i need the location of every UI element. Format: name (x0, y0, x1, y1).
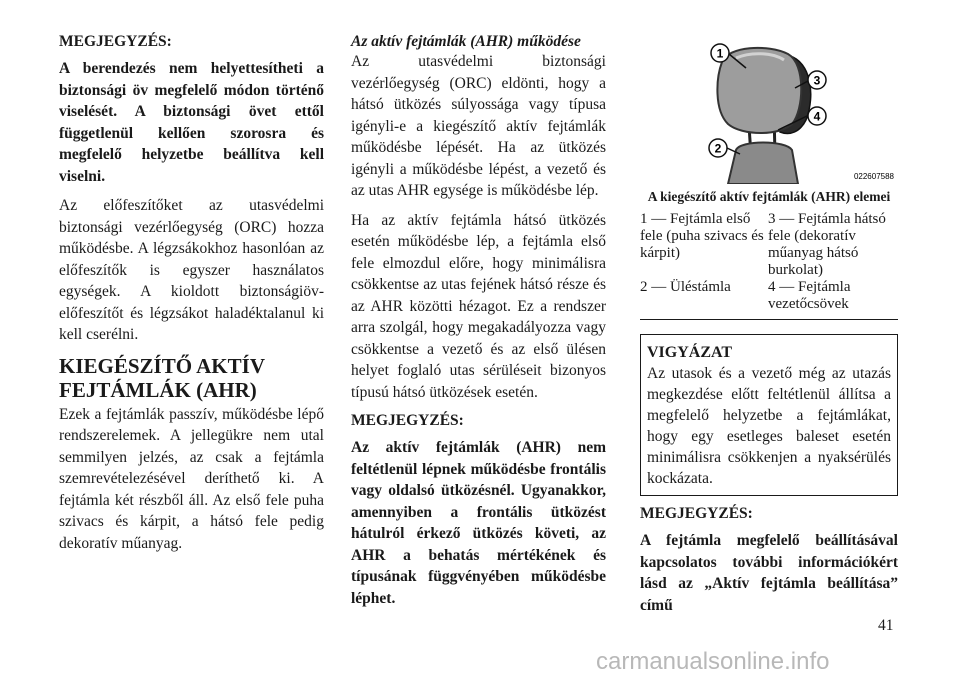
callout-3: 3 (813, 73, 821, 88)
note-heading: MEGJEGYZÉS: (351, 412, 464, 429)
headrest-figure (640, 32, 898, 184)
orc-paragraph: Az utasvédelmi biztonsági vezérlőegység (ORC) eldönti, hogy a hátsó ütközés súlyossága vagy típusa igényli-e a kiegészítő aktív fejtámlák működésbe lépését. Ha az ütközés igényli a működésbe lépést, a vezető és az utas AHR egysége is működésbe lép. (351, 53, 606, 199)
legend-row (640, 211, 898, 279)
watermark: carmanualsonline.info (596, 648, 830, 675)
callout-1: 1 (716, 46, 724, 61)
page-number: 41 (878, 617, 894, 634)
figure-legend (640, 211, 898, 313)
legend-row (640, 279, 898, 313)
column-right (640, 32, 898, 616)
warning-heading: VIGYÁZAT (647, 344, 733, 361)
warning-box (640, 334, 898, 496)
note-text: Az aktív fejtámlák (AHR) nem feltétlenül lépnek működésbe frontális vagy oldalsó ütközésnél. Ugyanakkor, amennyiben a frontális ütközést hátulról érkező ütközés követi, az AHR a behatás mértékének és típusának függvényében működésbe léphet. (351, 439, 606, 607)
headrest-illustration (640, 32, 898, 184)
note-heading: MEGJEGYZÉS: (59, 33, 172, 50)
legend-item: 2 — Üléstámla (640, 279, 731, 295)
legend-item: 1 — Fejtámla első fele (puha szivacs és kárpit) (640, 211, 764, 261)
callout-4: 4 (813, 109, 821, 124)
pretensioner-paragraph: Az előfeszítőket az utasvédelmi biztonsági vezérlőegység (ORC) hozza működésbe. A légzsákokhoz hasonlóan az előfeszítők is egyszer használatos egységek. A kioldott biztonságiöv-előfeszítőt és légzsákot haladéktalanul ki kell cserélni. (59, 197, 324, 343)
legend-item: 4 — Fejtámla vezetőcsövek (768, 279, 851, 312)
column-left (59, 32, 324, 554)
note-text: A fejtámla megfelelő beállításával kapcsolatos további információkért lásd az „Aktív fejtámla beállítása” című (640, 532, 898, 614)
ahr-intro-paragraph: Ezek a fejtámlák passzív, működésbe lépő rendszerelemek. A jellegükre nem utal semmilyen jelzés, az csak a fejtámla szemrevételezésével deríthető ki. A fejtámla két részből áll. Az első fele puha szivacs és kárpit, a hátsó fele pedig dekoratív műanyag. (59, 405, 324, 552)
warning-text: Az utasok és a vezető még az utazás megkezdése előtt feltétlenül állítsa a megfelelő helyzetbe a fejtámlákat, hogy egy esetleges baleset esetén minimálisra csökkenjen a nyaksérülés kockázata. (647, 365, 891, 487)
legend-item: 3 — Fejtámla hátsó fele (dekoratív műanyag hátsó burkolat) (768, 211, 886, 278)
divider (640, 319, 898, 320)
note-text: A berendezés nem helyettesítheti a biztonsági öv megfelelő módon történő viselését. A biztonsági övet ettől függetlenül kellően szorosra és megfelelő helyzetbe beállítva kell viselni. (59, 60, 324, 185)
ahr-activation-paragraph: Ha az aktív fejtámla hátsó ütközés esetén működésbe lép, a fejtámla első fele elmozdul előre, hogy minimálisra csökkentse az utas fejének hátsó része és az AHR közötti hézagot. Ez a rendszer arra szolgál, hogy megakadályozza vagy csökkentse a vezető és az első ülésen helyet foglaló utas sérüléseit bizonyos típusú hátsó ütközések esetén. (351, 211, 606, 401)
column-middle (351, 32, 606, 609)
figure-code: 022607588 (853, 172, 894, 181)
figure-caption: A kiegészítő aktív fejtámlák (AHR) elemei (647, 189, 891, 204)
section-heading: KIEGÉSZÍTŐ AKTÍV FEJTÁMLÁK (AHR) (59, 353, 265, 402)
subsection-heading: Az aktív fejtámlák (AHR) működése (351, 33, 581, 50)
callout-2: 2 (714, 141, 722, 156)
note-heading: MEGJEGYZÉS: (640, 505, 753, 522)
